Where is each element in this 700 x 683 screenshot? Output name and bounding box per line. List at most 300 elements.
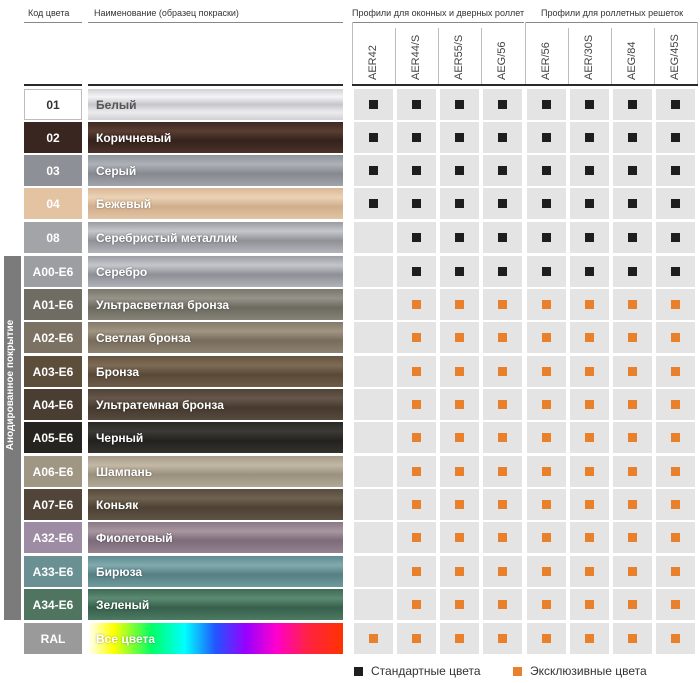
- standard-marker-icon: [628, 133, 637, 142]
- color-swatch: [88, 122, 343, 153]
- table-row: [0, 256, 700, 287]
- color-name: Серебристый металлик: [96, 230, 238, 245]
- color-swatch: [88, 623, 343, 654]
- color-code: 04: [24, 188, 82, 219]
- exclusive-marker-icon: [455, 533, 464, 542]
- standard-marker-icon: [498, 267, 507, 276]
- availability-cell: [527, 256, 566, 287]
- color-name: Бирюза: [96, 564, 143, 579]
- exclusive-marker-icon: [628, 367, 637, 376]
- color-code: 02: [24, 122, 82, 153]
- header-rule-group2: [526, 22, 698, 23]
- header-divider: [395, 28, 396, 84]
- column-label-aeg56: AEG/56: [496, 41, 508, 80]
- availability-cell: [354, 188, 393, 219]
- standard-marker-icon: [412, 233, 421, 242]
- exclusive-marker-icon: [412, 533, 421, 542]
- color-swatch: [88, 556, 343, 587]
- availability-cell: [440, 89, 479, 120]
- color-swatch: [88, 489, 343, 520]
- availability-cell: [527, 589, 566, 620]
- standard-marker-icon: [412, 267, 421, 276]
- standard-marker-icon: [585, 133, 594, 142]
- availability-cell: [656, 623, 695, 654]
- exclusive-marker-icon: [513, 667, 522, 676]
- header-divider: [352, 22, 353, 84]
- availability-cell: [397, 89, 436, 120]
- standard-marker-icon: [628, 100, 637, 109]
- standard-marker-icon: [369, 100, 378, 109]
- exclusive-marker-icon: [585, 300, 594, 309]
- availability-cell: [440, 256, 479, 287]
- availability-cell: [570, 89, 609, 120]
- availability-cell: [527, 122, 566, 153]
- color-code: A07-E6: [24, 489, 82, 520]
- color-code: RAL: [24, 623, 82, 654]
- availability-cell: [440, 222, 479, 253]
- exclusive-marker-icon: [455, 400, 464, 409]
- availability-cell: [570, 556, 609, 587]
- availability-cell: [397, 522, 436, 553]
- name-column-title: Наименование (образец покраски): [94, 8, 239, 18]
- color-name: Белый: [96, 97, 137, 112]
- exclusive-marker-icon: [628, 467, 637, 476]
- table-row: [0, 556, 700, 587]
- availability-cell: [570, 389, 609, 420]
- exclusive-marker-icon: [628, 333, 637, 342]
- color-swatch: [88, 389, 343, 420]
- availability-cell: [483, 322, 522, 353]
- color-name: Коричневый: [96, 130, 172, 145]
- availability-cell: [656, 422, 695, 453]
- availability-cell: [570, 188, 609, 219]
- availability-cell: [527, 389, 566, 420]
- exclusive-marker-icon: [671, 600, 680, 609]
- availability-cell: [440, 623, 479, 654]
- availability-cell: [527, 289, 566, 320]
- availability-cell: [656, 188, 695, 219]
- availability-cell: [483, 122, 522, 153]
- availability-cell: [440, 522, 479, 553]
- exclusive-marker-icon: [671, 567, 680, 576]
- color-code: A01-E6: [24, 289, 82, 320]
- legend-standard: [354, 664, 481, 678]
- availability-cell: [354, 289, 393, 320]
- standard-marker-icon: [412, 166, 421, 175]
- standard-marker-icon: [498, 233, 507, 242]
- exclusive-marker-icon: [455, 634, 464, 643]
- exclusive-marker-icon: [455, 333, 464, 342]
- standard-marker-icon: [455, 199, 464, 208]
- availability-cell: [613, 623, 652, 654]
- exclusive-marker-icon: [671, 433, 680, 442]
- color-swatch: [88, 155, 343, 186]
- availability-cell: [570, 623, 609, 654]
- exclusive-marker-icon: [585, 500, 594, 509]
- exclusive-marker-icon: [671, 400, 680, 409]
- availability-cell: [656, 122, 695, 153]
- exclusive-marker-icon: [585, 634, 594, 643]
- availability-cell: [354, 222, 393, 253]
- header-divider: [697, 22, 698, 84]
- availability-cell: [440, 422, 479, 453]
- standard-marker-icon: [412, 133, 421, 142]
- standard-marker-icon: [585, 100, 594, 109]
- exclusive-marker-icon: [542, 634, 551, 643]
- availability-cell: [354, 256, 393, 287]
- availability-cell: [354, 489, 393, 520]
- exclusive-marker-icon: [628, 634, 637, 643]
- availability-cell: [570, 222, 609, 253]
- availability-cell: [397, 623, 436, 654]
- standard-marker-icon: [585, 233, 594, 242]
- standard-marker-icon: [412, 199, 421, 208]
- exclusive-marker-icon: [498, 567, 507, 576]
- exclusive-marker-icon: [628, 400, 637, 409]
- table-row: [0, 623, 700, 654]
- exclusive-marker-icon: [412, 467, 421, 476]
- color-swatch: [88, 322, 343, 353]
- availability-cell: [656, 489, 695, 520]
- availability-cell: [440, 122, 479, 153]
- color-name: Шампань: [96, 464, 153, 479]
- availability-cell: [397, 589, 436, 620]
- availability-cell: [483, 89, 522, 120]
- header-divider: [654, 28, 655, 84]
- color-swatch: [88, 188, 343, 219]
- availability-cell: [397, 188, 436, 219]
- availability-cell: [656, 322, 695, 353]
- availability-cell: [570, 256, 609, 287]
- exclusive-marker-icon: [498, 467, 507, 476]
- availability-cell: [397, 256, 436, 287]
- standard-marker-icon: [455, 100, 464, 109]
- availability-cell: [656, 289, 695, 320]
- exclusive-marker-icon: [542, 333, 551, 342]
- availability-cell: [354, 389, 393, 420]
- color-name: Бронза: [96, 364, 140, 379]
- color-name: Коньяк: [96, 497, 139, 512]
- exclusive-marker-icon: [455, 300, 464, 309]
- availability-cell: [570, 289, 609, 320]
- column-label-aer56: AER/56: [540, 42, 552, 80]
- color-code: A33-E6: [24, 556, 82, 587]
- column-label-aeg84: AEG/84: [626, 41, 638, 80]
- availability-cell: [527, 522, 566, 553]
- availability-cell: [570, 322, 609, 353]
- availability-cell: [656, 155, 695, 186]
- availability-cell: [527, 456, 566, 487]
- availability-cell: [613, 322, 652, 353]
- standard-marker-icon: [542, 233, 551, 242]
- availability-cell: [656, 456, 695, 487]
- exclusive-marker-icon: [628, 533, 637, 542]
- header-divider: [481, 28, 482, 84]
- availability-cell: [483, 256, 522, 287]
- standard-marker-icon: [542, 133, 551, 142]
- availability-cell: [483, 389, 522, 420]
- availability-cell: [354, 456, 393, 487]
- availability-cell: [656, 389, 695, 420]
- availability-cell: [527, 623, 566, 654]
- exclusive-marker-icon: [671, 634, 680, 643]
- availability-cell: [354, 623, 393, 654]
- standard-marker-icon: [671, 199, 680, 208]
- availability-cell: [440, 489, 479, 520]
- availability-cell: [570, 589, 609, 620]
- exclusive-marker-icon: [498, 400, 507, 409]
- column-label-aer30s: AER/30S: [583, 34, 595, 80]
- standard-marker-icon: [498, 199, 507, 208]
- availability-cell: [527, 89, 566, 120]
- legend-exclusive: [513, 664, 647, 678]
- table-row: [0, 422, 700, 453]
- availability-cell: [440, 188, 479, 219]
- color-code: A06-E6: [24, 456, 82, 487]
- exclusive-marker-icon: [455, 467, 464, 476]
- availability-cell: [570, 122, 609, 153]
- legend-standard-label: Стандартные цвета: [371, 664, 481, 678]
- header-rule-code-top: [24, 22, 82, 23]
- color-code: A03-E6: [24, 356, 82, 387]
- availability-cell: [397, 222, 436, 253]
- exclusive-marker-icon: [455, 367, 464, 376]
- availability-cell: [354, 522, 393, 553]
- color-name: Светлая бронза: [96, 330, 191, 345]
- header-rule-code: [24, 84, 82, 86]
- availability-cell: [440, 589, 479, 620]
- availability-cell: [527, 188, 566, 219]
- table-row: [0, 289, 700, 320]
- exclusive-marker-icon: [412, 300, 421, 309]
- exclusive-marker-icon: [542, 367, 551, 376]
- color-code: A02-E6: [24, 322, 82, 353]
- exclusive-marker-icon: [671, 333, 680, 342]
- color-swatch: [88, 89, 343, 120]
- availability-cell: [483, 522, 522, 553]
- column-label-aer55s: AER55/S: [453, 34, 465, 80]
- availability-cell: [354, 589, 393, 620]
- exclusive-marker-icon: [585, 467, 594, 476]
- availability-cell: [527, 356, 566, 387]
- availability-cell: [613, 422, 652, 453]
- table-row: [0, 389, 700, 420]
- availability-cell: [656, 89, 695, 120]
- exclusive-marker-icon: [542, 400, 551, 409]
- availability-cell: [613, 356, 652, 387]
- code-column-title: Код цвета: [28, 8, 70, 18]
- availability-cell: [483, 422, 522, 453]
- table-row: [0, 122, 700, 153]
- availability-cell: [570, 422, 609, 453]
- standard-marker-icon: [628, 233, 637, 242]
- exclusive-marker-icon: [628, 600, 637, 609]
- availability-cell: [570, 522, 609, 553]
- availability-cell: [483, 456, 522, 487]
- color-code: A00-E6: [24, 256, 82, 287]
- availability-cell: [440, 155, 479, 186]
- exclusive-marker-icon: [369, 634, 378, 643]
- standard-marker-icon: [354, 667, 363, 676]
- availability-cell: [613, 155, 652, 186]
- availability-cell: [613, 489, 652, 520]
- standard-marker-icon: [585, 267, 594, 276]
- availability-cell: [397, 289, 436, 320]
- availability-cell: [483, 188, 522, 219]
- color-swatch: [88, 256, 343, 287]
- color-swatch: [88, 222, 343, 253]
- exclusive-marker-icon: [542, 533, 551, 542]
- standard-marker-icon: [671, 100, 680, 109]
- exclusive-marker-icon: [585, 367, 594, 376]
- availability-cell: [527, 489, 566, 520]
- standard-marker-icon: [671, 267, 680, 276]
- exclusive-marker-icon: [412, 400, 421, 409]
- table-row: [0, 456, 700, 487]
- header-divider: [438, 28, 439, 84]
- availability-cell: [440, 356, 479, 387]
- availability-cell: [570, 456, 609, 487]
- header-rule-name-top: [88, 22, 343, 23]
- standard-marker-icon: [455, 267, 464, 276]
- exclusive-marker-icon: [671, 467, 680, 476]
- availability-cell: [613, 456, 652, 487]
- color-code: 01: [24, 89, 82, 120]
- availability-cell: [354, 556, 393, 587]
- exclusive-marker-icon: [542, 300, 551, 309]
- availability-cell: [613, 89, 652, 120]
- availability-cell: [570, 356, 609, 387]
- exclusive-marker-icon: [671, 500, 680, 509]
- exclusive-marker-icon: [412, 634, 421, 643]
- exclusive-marker-icon: [412, 333, 421, 342]
- availability-cell: [483, 489, 522, 520]
- availability-cell: [613, 289, 652, 320]
- color-code: A05-E6: [24, 422, 82, 453]
- exclusive-marker-icon: [542, 567, 551, 576]
- availability-cell: [354, 322, 393, 353]
- availability-cell: [483, 289, 522, 320]
- color-name: Зеленый: [96, 597, 150, 612]
- availability-cell: [397, 122, 436, 153]
- availability-cell: [354, 356, 393, 387]
- availability-cell: [440, 456, 479, 487]
- color-swatch: [88, 422, 343, 453]
- availability-cell: [656, 556, 695, 587]
- color-name: Бежевый: [96, 196, 152, 211]
- exclusive-marker-icon: [542, 600, 551, 609]
- availability-cell: [397, 422, 436, 453]
- exclusive-marker-icon: [628, 500, 637, 509]
- header-rule-group1: [352, 22, 524, 23]
- availability-cell: [483, 155, 522, 186]
- standard-marker-icon: [585, 166, 594, 175]
- header-divider: [611, 28, 612, 84]
- exclusive-marker-icon: [498, 433, 507, 442]
- exclusive-marker-icon: [412, 500, 421, 509]
- color-name: Все цвета: [96, 631, 156, 646]
- availability-cell: [656, 222, 695, 253]
- color-swatch: [88, 589, 343, 620]
- exclusive-marker-icon: [585, 567, 594, 576]
- exclusive-marker-icon: [498, 533, 507, 542]
- standard-marker-icon: [628, 267, 637, 276]
- exclusive-marker-icon: [585, 400, 594, 409]
- color-swatch: [88, 356, 343, 387]
- color-code: A34-E6: [24, 589, 82, 620]
- availability-cell: [527, 422, 566, 453]
- availability-cell: [440, 289, 479, 320]
- table-row: [0, 489, 700, 520]
- group-title-grille: Профили для роллетных решеток: [540, 8, 684, 18]
- availability-cell: [656, 522, 695, 553]
- availability-cell: [613, 122, 652, 153]
- exclusive-marker-icon: [412, 600, 421, 609]
- availability-cell: [570, 155, 609, 186]
- availability-cell: [656, 589, 695, 620]
- availability-cell: [354, 122, 393, 153]
- standard-marker-icon: [369, 166, 378, 175]
- exclusive-marker-icon: [671, 300, 680, 309]
- exclusive-marker-icon: [455, 433, 464, 442]
- color-name: Ультрасветлая бронза: [96, 297, 230, 312]
- availability-cell: [527, 155, 566, 186]
- standard-marker-icon: [369, 199, 378, 208]
- table-row: [0, 589, 700, 620]
- availability-cell: [397, 456, 436, 487]
- availability-cell: [483, 356, 522, 387]
- exclusive-marker-icon: [671, 367, 680, 376]
- exclusive-marker-icon: [498, 367, 507, 376]
- availability-cell: [613, 556, 652, 587]
- standard-marker-icon: [542, 100, 551, 109]
- color-name: Серебро: [96, 264, 148, 279]
- availability-cell: [483, 623, 522, 654]
- color-name: Ультратемная бронза: [96, 397, 224, 412]
- column-label-aeg45s: AEG/45S: [669, 34, 681, 80]
- table-row: [0, 188, 700, 219]
- availability-cell: [613, 222, 652, 253]
- color-name: Серый: [96, 163, 137, 178]
- header-rule-name: [88, 84, 343, 86]
- color-name: Черный: [96, 430, 144, 445]
- availability-cell: [570, 489, 609, 520]
- standard-marker-icon: [542, 199, 551, 208]
- availability-cell: [440, 556, 479, 587]
- standard-marker-icon: [455, 166, 464, 175]
- standard-marker-icon: [542, 267, 551, 276]
- standard-marker-icon: [628, 199, 637, 208]
- exclusive-marker-icon: [585, 600, 594, 609]
- exclusive-marker-icon: [628, 300, 637, 309]
- exclusive-marker-icon: [585, 333, 594, 342]
- exclusive-marker-icon: [455, 567, 464, 576]
- table-row: [0, 155, 700, 186]
- exclusive-marker-icon: [542, 433, 551, 442]
- exclusive-marker-icon: [542, 467, 551, 476]
- availability-cell: [354, 89, 393, 120]
- standard-marker-icon: [369, 133, 378, 142]
- availability-cell: [397, 322, 436, 353]
- standard-marker-icon: [498, 133, 507, 142]
- table-row: [0, 356, 700, 387]
- exclusive-marker-icon: [498, 333, 507, 342]
- availability-cell: [613, 589, 652, 620]
- availability-cell: [397, 389, 436, 420]
- column-label-aer44s: AER44/S: [410, 34, 422, 80]
- table-row: [0, 222, 700, 253]
- group-title-window: Профили для оконных и дверных роллет: [352, 8, 525, 18]
